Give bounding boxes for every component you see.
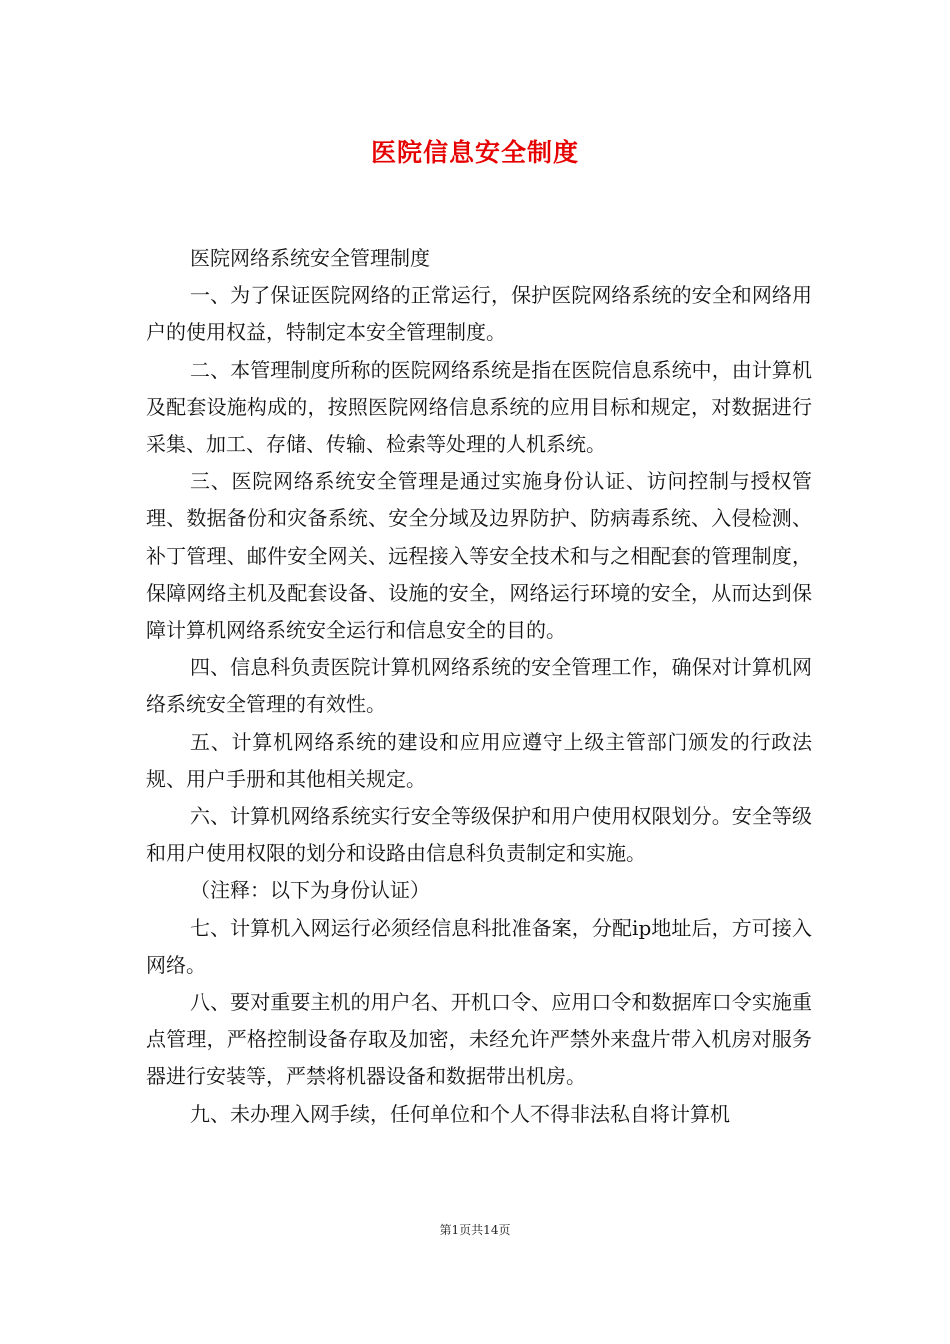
section-heading: 医院网络系统安全管理制度 (190, 246, 430, 270)
paragraph-5: 五、计算机网络系统的建设和应用应遵守上级主管部门颁发的行政法规、用户手册和其他相关规定。 (146, 729, 812, 791)
page-number: 第1页共14页 (439, 1223, 511, 1237)
paragraph-7: 七、计算机入网运行必须经信息科批准备案，分配ip地址后，方可接入网络。 (146, 915, 812, 977)
document-body (146, 240, 812, 1133)
paragraph-2: 二、本管理制度所称的医院网络系统是指在医院信息系统中，由计算机及配套设施构成的，按照医院网络信息系统的应用目标和规定，对数据进行采集、加工、存储、传输、检索等处理的人机系统。 (146, 357, 812, 457)
paragraph-6: 六、计算机网络系统实行安全等级保护和用户使用权限划分。安全等级和用户使用权限的划分和设路由信息科负责制定和实施。 (146, 804, 812, 866)
paragraph-8: 八、要对重要主机的用户名、开机口令、应用口令和数据库口令实施重点管理，严格控制设备存取及加密，未经允许严禁外来盘片带入机房对服务器进行安装等，严禁将机器设备和数据带出机房。 (146, 990, 812, 1089)
paragraph-4: 四、信息科负责医院计算机网络系统的安全管理工作，确保对计算机网络系统安全管理的有效性。 (146, 655, 812, 717)
paragraph-3: 三、医院网络系统安全管理是通过实施身份认证、访问控制与授权管理、数据备份和灾备系统、安全分域及边界防护、防病毒系统、入侵检测、补丁管理、邮件安全网关、远程接入等安全技术和与之相配套的管理制度，保障网络主机及配套设备、设施的安全，网络运行环境的安全，从而达到保障计算机网络系统安全运行和信息安全的目的。 (146, 469, 812, 643)
paragraph-9: 九、未办理入网手续，任何单位和个人不得非法私自将计算机 (190, 1101, 730, 1126)
note-paragraph: （注释：以下为身份认证） (190, 878, 430, 903)
paragraph-1: 一、为了保证医院网络的正常运行，保护医院网络系统的安全和网络用户的使用权益，特制定本安全管理制度。 (146, 283, 812, 345)
document-title: 医院信息安全制度 (370, 138, 579, 167)
